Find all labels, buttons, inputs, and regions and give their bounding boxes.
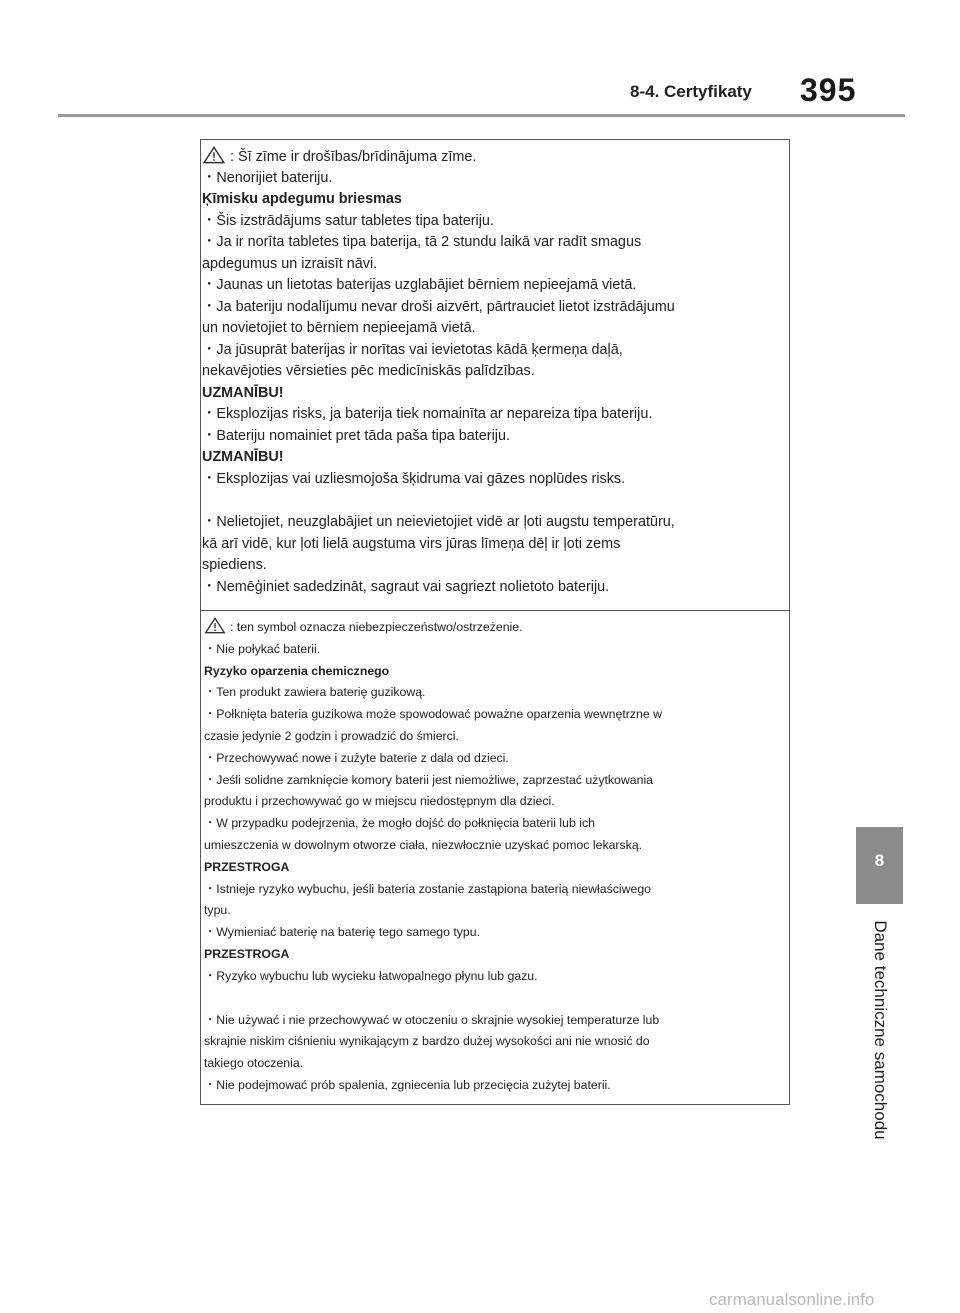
- section-title: 8-4. Certyfikaty: [630, 82, 752, 101]
- pl-heading: PRZESTROGA: [204, 859, 290, 874]
- chapter-tab: [856, 827, 903, 904]
- lv-text-line: ・Ja jūsuprāt baterijas ir norītas vai ievietotas kādā ķermeņa daļā,: [202, 341, 623, 358]
- lv-text-line: ・Jaunas un lietotas baterijas uzglabājiet bērniem nepieejamā vietā.: [202, 277, 637, 293]
- chapter-label: Dane techniczne samochodu: [871, 920, 890, 1140]
- lv-text-line: kā arī vidē, kur ļoti lielā augstuma virs jūras līmeņa dēļ ir ļoti zems: [202, 535, 621, 552]
- lv-text-line: ・Bateriju nomainiet pret tāda paša tipa bateriju.: [202, 427, 510, 444]
- warning-triangle-icon: [204, 617, 226, 634]
- pl-symbol-line: [204, 617, 790, 639]
- pl-text-line: ・Przechowywać nowe i zużyte baterie z dala od dzieci.: [204, 750, 509, 765]
- box-divider: [200, 610, 790, 611]
- pl-text-line: czasie jedynie 2 godzin i prowadzić do śmierci.: [204, 728, 459, 743]
- header-divider: [58, 114, 905, 117]
- box-top-border: [200, 139, 790, 140]
- pl-text-line: typu.: [204, 903, 231, 918]
- watermark: carmanualsonline.info: [709, 1290, 875, 1309]
- lv-heading: UZMANĪBU!: [202, 384, 284, 401]
- lv-text-line: ・Šis izstrādājums satur tabletes tipa bateriju.: [202, 212, 494, 229]
- pl-paragraph-gap: [204, 988, 790, 1010]
- lv-text-line: ・Eksplozijas vai uzliesmojoša šķidruma vai gāzes noplūdes risks.: [202, 470, 626, 487]
- lv-text-line: ・Nelietojiet, neuzglabājiet un neievietojiet vidē ar ļoti augstu temperatūru,: [202, 514, 675, 530]
- lv-text-line: ・Nenorijiet bateriju.: [202, 169, 333, 186]
- lv-text-line: ・Ja bateriju nodalījumu nevar droši aizvērt, pārtrauciet lietot izstrādājumu: [202, 298, 675, 315]
- pl-text-line: ・Nie podejmować prób spalenia, zgniecenia lub przecięcia zużytej baterii.: [204, 1077, 611, 1092]
- pl-heading: Ryzyko oparzenia chemicznego: [204, 663, 390, 678]
- pl-text-line: ・W przypadku podejrzenia, że mogło dojść do połknięcia baterii lub ich: [204, 816, 595, 831]
- box-bottom-border: [200, 1104, 790, 1105]
- lv-heading: Ķīmisku apdegumu briesmas: [202, 191, 402, 207]
- pl-text-line: ・Połknięta bateria guzikowa może spowodować poważne oparzenia wewnętrzne w: [204, 707, 662, 722]
- pl-text-line: ・Istnieje ryzyko wybuchu, jeśli bateria zostanie zastąpiona baterią niewłaściwego: [204, 881, 652, 896]
- lv-heading: UZMANĪBU!: [202, 449, 284, 465]
- polish-warning-block: [204, 617, 790, 1097]
- pl-text-line: umieszczenia w dowolnym otworze ciała, niezwłocznie uzyskać pomoc lekarską.: [204, 837, 643, 852]
- pl-text-line: skrajnie niskim ciśnieniu wynikającym z bardzo dużej wysokości ani nie wnosić do: [204, 1034, 650, 1049]
- lv-paragraph-gap: [202, 490, 790, 512]
- warning-triangle-icon: [202, 146, 226, 164]
- lv-text-line: nekavējoties vērsieties pēc medicīniskās palīdzības.: [202, 363, 535, 379]
- box-left-border: [200, 139, 201, 1105]
- pl-text-line: takiego otoczenia.: [204, 1056, 304, 1071]
- pl-text-line: ・Wymieniać baterię na baterię tego samego typu.: [204, 925, 481, 940]
- pl-text-line: produktu i przechowywać go w miejscu niedostępnym dla dzieci.: [204, 794, 555, 809]
- lv-symbol-text: : Šī zīme ir drošības/brīdinājuma zīme.: [230, 149, 477, 165]
- lv-text-line: ・Nemēģiniet sadedzināt, sagraut vai sagriezt nolietoto bateriju.: [202, 578, 610, 595]
- pl-symbol-text: : ten symbol oznacza niebezpieczeństwo/ostrzeżenie.: [230, 620, 523, 634]
- latvian-warning-block: [202, 146, 790, 598]
- pl-text-line: ・Nie połykać baterii.: [204, 641, 321, 656]
- lv-symbol-line: [202, 146, 790, 168]
- pl-heading: PRZESTROGA: [204, 946, 290, 961]
- lv-text-line: ・Eksplozijas risks, ja baterija tiek nomainīta ar nepareiza tipa bateriju.: [202, 406, 653, 422]
- pl-text-line: ・Ryzyko wybuchu lub wycieku łatwopalnego płynu lub gazu.: [204, 968, 538, 983]
- lv-text-line: un novietojiet to bērniem nepieejamā vietā.: [202, 320, 476, 336]
- pl-text-line: ・Jeśli solidne zamknięcie komory baterii jest niemożliwe, zaprzestać użytkowania: [204, 772, 654, 787]
- chapter-number: 8: [874, 851, 885, 870]
- lv-text-line: apdegumus un izraisīt nāvi.: [202, 255, 378, 272]
- page-number: 395: [800, 72, 857, 108]
- lv-text-line: ・Ja ir norīta tabletes tipa baterija, tā 2 stundu laikā var radīt smagus: [202, 234, 642, 250]
- lv-text-line: spiediens.: [202, 557, 267, 573]
- pl-text-line: ・Ten produkt zawiera baterię guzikową.: [204, 685, 426, 700]
- pl-text-line: ・Nie używać i nie przechowywać w otoczeniu o skrajnie wysokiej temperaturze lub: [204, 1012, 660, 1027]
